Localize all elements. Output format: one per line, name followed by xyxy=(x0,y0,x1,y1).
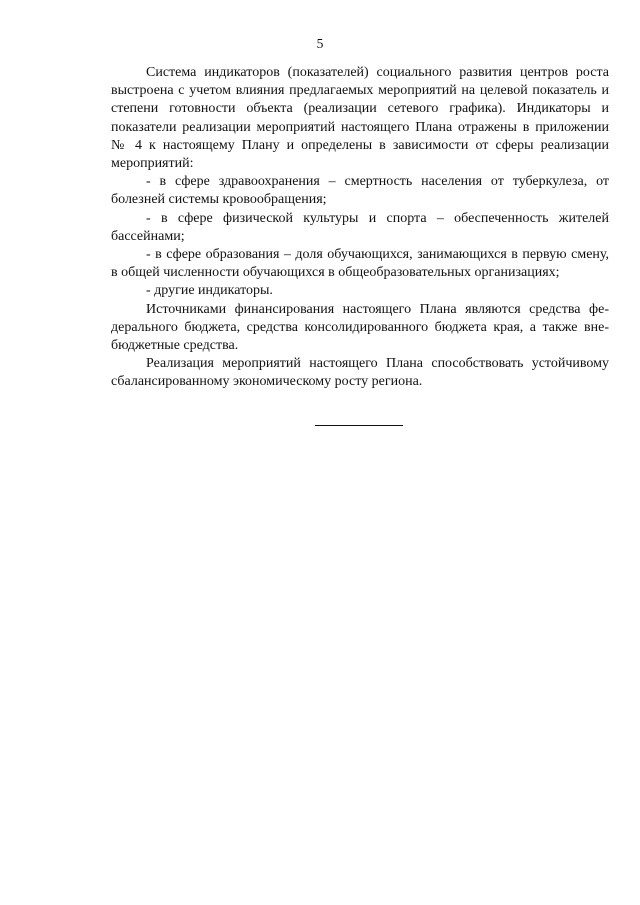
list-item-education: - в сфере образования – доля обучающихся, занимающихся в первую смену, в общей численности обучающихся в общеобразовательных организациях; xyxy=(111,247,609,281)
paragraph-financing-sources: Источниками финансирования настоящего Плана являются средства федерального бюджета, средства консолидированного бюджета края, а также внебюджетные средства. xyxy=(111,301,609,354)
document-body xyxy=(111,64,609,392)
list-item-other-indicators: - другие индикаторы. xyxy=(146,283,273,299)
list-item-sports: - в сфере физической культуры и спорта – обеспеченность жителей бассейнами; xyxy=(111,210,609,244)
end-separator-line xyxy=(315,425,403,426)
paragraph-plan-implementation: Реализация мероприятий настоящего Плана способствовать устойчивому сбалансированному экономическому росту региона. xyxy=(111,356,609,390)
page-number: 5 xyxy=(316,36,324,51)
list-item-healthcare: - в сфере здравоохранения – смертность населения от туберкулеза, от болезней системы кровообращения; xyxy=(111,174,609,208)
paragraph-indicators-system: Система индикаторов (показателей) социального развития центров роста выстроена с учетом влияния предлагаемых мероприятий на целевой показатель и степени готовности объекта (реализации сетевого графика). Индикаторы и показатели реализации мероприятий настоящего Плана отражены в приложении № 4 к настоящему Плану и определены в зависимости от сферы реализации мероприятий: xyxy=(111,65,609,172)
